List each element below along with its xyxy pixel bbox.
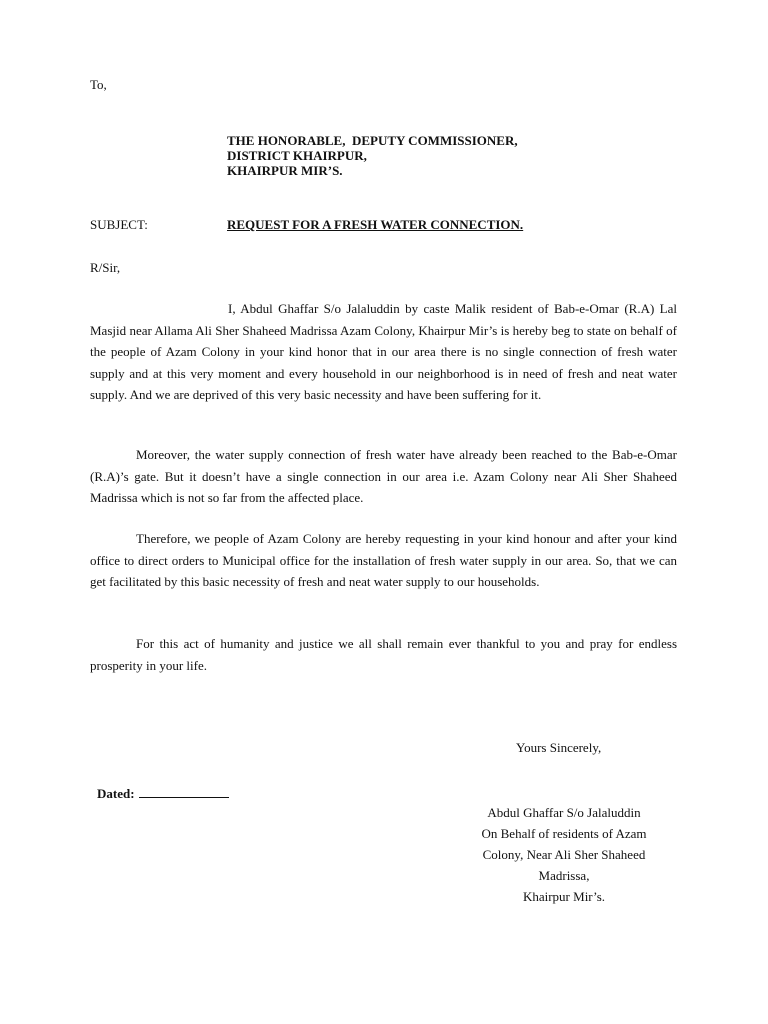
salutation: R/Sir, xyxy=(90,260,121,275)
signature-line: On Behalf of residents of Azam xyxy=(481,826,647,841)
signature-line: Abdul Ghaffar S/o Jalaluddin xyxy=(487,805,641,820)
dated-field xyxy=(97,786,229,802)
closing-line: Yours Sincerely, xyxy=(516,740,602,755)
signature-line: Madrissa, xyxy=(538,868,590,883)
dated-label: Dated: xyxy=(97,786,135,801)
body-paragraph-1: I, Abdul Ghaffar S/o Jalaluddin by caste Malik resident of Bab-e-Omar (R.A) Lal Masjid near Allama Ali Sher Shaheed Madrissa Azam Colony, Khairpur Mir’s is hereby beg to state on behalf of the people of Azam Colony in your kind honor that in our area there is no single connection of fresh water supply and at this very moment and every household in our neighborhood is in need of fresh and neat water supply. And we are deprived of this very basic necessity and have been suffering for it. xyxy=(90,301,677,402)
addressee-line: DISTRICT KHAIRPUR, xyxy=(227,148,367,163)
signature-line: Khairpur Mir’s. xyxy=(522,889,606,904)
body-paragraph-3: Therefore, we people of Azam Colony are hereby requesting in your kind honour and after your kind office to direct orders to Municipal office for the installation of fresh water supply in our area. So, that we can get facilitated by this basic necessity of fresh and neat water supply to our households. xyxy=(90,531,677,589)
body-paragraph-4: For this act of humanity and justice we all shall remain ever thankful to you and pray for endless prosperity in your life. xyxy=(90,636,677,673)
addressee-block xyxy=(227,133,518,178)
signature-line: Colony, Near Ali Sher Shaheed xyxy=(482,847,646,862)
addressee-line: KHAIRPUR MIR’S. xyxy=(227,163,343,178)
signature-block xyxy=(440,802,688,907)
body-paragraph-2: Moreover, the water supply connection of fresh water have already been reached to the Bab-e-Omar (R.A)’s gate. But it doesn’t have a single connection in our area i.e. Azam Colony near Ali Sher Shaheed Madrissa which is not so far from the affected place. xyxy=(90,447,677,505)
subject-label: SUBJECT: xyxy=(90,217,148,232)
subject-title: REQUEST FOR A FRESH WATER CONNECTION. xyxy=(227,217,524,232)
recipient-line: To, xyxy=(90,77,107,92)
date-blank-line xyxy=(139,786,229,798)
addressee-line: THE HONORABLE, DEPUTY COMMISSIONER, xyxy=(227,133,518,148)
